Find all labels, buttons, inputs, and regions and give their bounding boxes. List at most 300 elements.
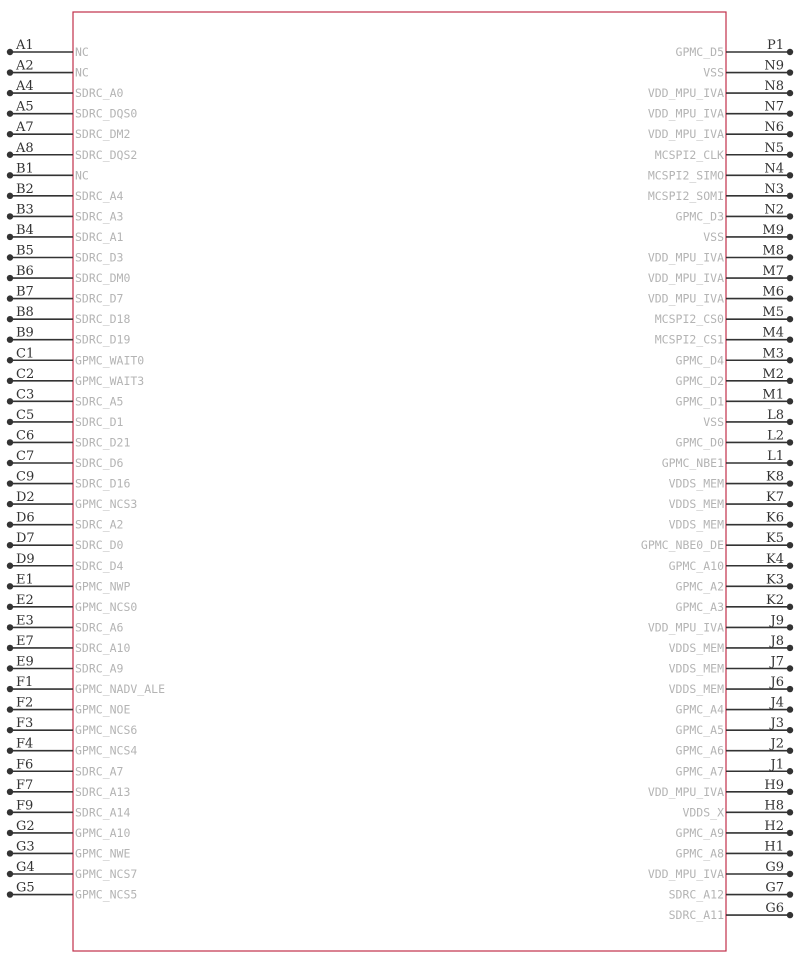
left-pin [7, 59, 89, 80]
pin-name: GPMC_A3 [675, 599, 724, 614]
right-pin [669, 490, 794, 511]
pin-name: VDD_MPU_IVA [647, 106, 724, 121]
left-pin-column [7, 38, 165, 902]
left-pin [7, 202, 124, 223]
pin-terminal-dot [7, 891, 13, 897]
left-pin [7, 470, 131, 491]
pin-terminal-dot [7, 337, 13, 343]
right-pin [669, 634, 794, 655]
pin-number: A1 [16, 38, 34, 53]
pin-name: MCSPI2_CS0 [654, 312, 724, 327]
pin-name: NC [75, 65, 89, 80]
pin-terminal-dot [787, 686, 793, 692]
right-pin [703, 223, 793, 244]
pin-number: J7 [770, 654, 784, 670]
pin-name: VDD_MPU_IVA [647, 250, 724, 265]
pin-name: SDRC_A0 [75, 86, 124, 101]
right-pin [676, 346, 794, 367]
pin-terminal-dot [787, 850, 793, 856]
pin-name: GPMC_A9 [675, 825, 724, 840]
pin-terminal-dot [7, 501, 13, 507]
left-pin [7, 100, 138, 121]
pin-number: B6 [16, 264, 34, 280]
pin-terminal-dot [7, 69, 13, 75]
left-pin [7, 716, 138, 737]
pin-number: C5 [16, 407, 35, 423]
pin-terminal-dot [7, 193, 13, 199]
pin-name: VDDS_X [682, 805, 724, 820]
pin-terminal-dot [7, 110, 13, 116]
pin-name: SDRC_D7 [75, 291, 124, 306]
pin-name: GPMC_D1 [675, 394, 724, 409]
right-pin [676, 572, 794, 593]
pin-number: K3 [766, 572, 784, 588]
left-pin [7, 839, 131, 860]
pin-terminal-dot [7, 90, 13, 96]
right-pin [676, 387, 794, 408]
left-pin [7, 408, 124, 429]
pin-number: M9 [762, 222, 784, 238]
pin-terminal-dot [787, 49, 793, 55]
pin-number: F4 [16, 736, 34, 752]
pin-terminal-dot [787, 480, 793, 486]
pin-number: N6 [764, 120, 784, 136]
pin-terminal-dot [787, 748, 793, 754]
pin-name: GPMC_NCS5 [75, 887, 138, 902]
right-pin [662, 449, 794, 470]
left-pin [7, 305, 131, 326]
pin-name: SDRC_A6 [75, 620, 124, 635]
pin-name: VDDS_MEM [668, 682, 724, 697]
pin-number: K4 [766, 551, 784, 567]
pin-name: GPMC_A10 [668, 558, 724, 573]
left-pin [7, 757, 124, 778]
pin-name: SDRC_D4 [75, 558, 124, 573]
right-pin [682, 798, 793, 819]
left-pin [7, 552, 124, 573]
pin-terminal-dot [787, 521, 793, 527]
pin-number: A4 [16, 79, 34, 95]
pin-number: J1 [770, 757, 784, 773]
left-pin [7, 346, 145, 367]
right-pin [669, 655, 794, 676]
pin-terminal-dot [7, 295, 13, 301]
pin-name: SDRC_A7 [75, 764, 124, 779]
pin-name: VDDS_MEM [668, 640, 724, 655]
right-pin [676, 38, 794, 59]
pin-terminal-dot [787, 727, 793, 733]
right-pin [676, 819, 794, 840]
left-pin [7, 634, 131, 655]
pin-name: VDDS_MEM [668, 497, 724, 512]
pin-number: F2 [16, 695, 34, 711]
pin-name: VDDS_MEM [668, 476, 724, 491]
right-pin [648, 285, 793, 306]
pin-number: E1 [16, 572, 34, 588]
right-pin [641, 531, 793, 552]
pin-number: C1 [16, 346, 35, 362]
pin-name: MCSPI2_CLK [654, 147, 724, 162]
pin-number: G5 [16, 880, 35, 896]
right-pin [669, 552, 794, 573]
pin-name: SDRC_A5 [75, 394, 124, 409]
pin-number: G7 [765, 880, 784, 896]
pin-name: GPMC_D2 [675, 373, 724, 388]
pin-number: J3 [770, 716, 784, 732]
pin-terminal-dot [787, 665, 793, 671]
pin-terminal-dot [787, 398, 793, 404]
pin-number: J4 [770, 695, 784, 711]
pin-terminal-dot [787, 110, 793, 116]
pin-name: GPMC_NWE [75, 846, 131, 861]
pin-name: GPMC_NCS0 [75, 599, 138, 614]
pin-terminal-dot [787, 830, 793, 836]
pin-terminal-dot [7, 706, 13, 712]
pin-number: G2 [16, 818, 35, 834]
pin-name: SDRC_A14 [75, 805, 131, 820]
pin-number: D9 [16, 551, 35, 567]
pin-name: GPMC_A6 [675, 743, 724, 758]
right-pin [676, 757, 794, 778]
right-pin [648, 161, 793, 182]
pin-name: GPMC_D0 [675, 435, 724, 450]
right-pin [676, 202, 794, 223]
pin-name: SDRC_D21 [75, 435, 131, 450]
pin-terminal-dot [787, 439, 793, 445]
pin-terminal-dot [7, 542, 13, 548]
left-pin [7, 572, 131, 593]
pin-number: J8 [770, 633, 784, 649]
pin-number: N7 [764, 99, 784, 115]
pin-terminal-dot [7, 748, 13, 754]
pin-number: H8 [764, 798, 784, 814]
pin-terminal-dot [787, 254, 793, 260]
left-pin [7, 285, 124, 306]
pin-terminal-dot [787, 172, 793, 178]
pin-terminal-dot [787, 460, 793, 466]
right-pin [648, 613, 793, 634]
pin-number: A7 [16, 120, 34, 136]
pin-terminal-dot [787, 624, 793, 630]
pin-terminal-dot [7, 789, 13, 795]
pin-number: C2 [16, 366, 35, 382]
pin-number: E3 [16, 613, 34, 629]
pin-terminal-dot [7, 563, 13, 569]
pin-name: GPMC_D5 [675, 45, 724, 59]
right-pin [648, 264, 793, 285]
pin-number: H1 [764, 839, 784, 855]
pin-name: GPMC_A10 [75, 825, 131, 840]
pin-terminal-dot [7, 419, 13, 425]
pin-number: G6 [765, 901, 784, 917]
pin-terminal-dot [7, 234, 13, 240]
pin-number: M4 [762, 325, 784, 341]
left-pin [7, 737, 138, 758]
pin-number: D7 [16, 531, 35, 547]
right-pin [703, 408, 793, 429]
right-pin [648, 778, 793, 799]
pin-terminal-dot [787, 645, 793, 651]
pin-number: F3 [16, 716, 34, 732]
pin-terminal-dot [7, 871, 13, 877]
pin-name: VDD_MPU_IVA [647, 127, 724, 142]
pin-number: N5 [764, 140, 784, 156]
pin-terminal-dot [7, 275, 13, 281]
left-pin [7, 244, 124, 265]
pin-number: N8 [764, 79, 784, 95]
left-pin [7, 38, 89, 59]
pin-name: SDRC_D3 [75, 250, 124, 265]
pin-terminal-dot [7, 378, 13, 384]
pin-name: VDD_MPU_IVA [647, 620, 724, 635]
pin-name: SDRC_A11 [668, 908, 724, 923]
pin-terminal-dot [787, 152, 793, 158]
pin-name: GPMC_A7 [675, 764, 724, 779]
pin-terminal-dot [787, 706, 793, 712]
pin-number: M5 [762, 305, 784, 321]
right-pin [648, 182, 793, 203]
left-pin [7, 696, 131, 717]
pin-number: N4 [764, 161, 784, 177]
pin-name: GPMC_D4 [675, 353, 724, 368]
left-pin [7, 79, 124, 100]
left-pin [7, 675, 165, 696]
pin-name: VSS [703, 414, 724, 429]
pin-number: M3 [762, 346, 784, 362]
left-pin [7, 778, 131, 799]
pin-name: SDRC_A4 [75, 188, 124, 203]
pin-terminal-dot [7, 316, 13, 322]
pin-number: B9 [16, 325, 34, 341]
pin-number: N2 [764, 202, 784, 218]
pin-name: VDDS_MEM [668, 661, 724, 676]
pin-name: GPMC_NCS6 [75, 723, 138, 738]
pin-number: C3 [16, 387, 35, 403]
left-pin [7, 120, 131, 141]
left-pin [7, 141, 138, 162]
right-pin [648, 860, 793, 881]
pin-name: SDRC_A10 [75, 640, 131, 655]
pin-name: SDRC_A12 [668, 887, 724, 902]
right-pin [669, 470, 794, 491]
pin-terminal-dot [787, 891, 793, 897]
pin-terminal-dot [787, 193, 793, 199]
pin-number: G3 [16, 839, 35, 855]
pin-name: SDRC_D18 [75, 312, 131, 327]
pin-number: L8 [767, 407, 784, 423]
pin-name: SDRC_D1 [75, 414, 124, 429]
pin-number: G9 [765, 860, 784, 875]
right-pin-column [641, 38, 793, 922]
pin-number: E7 [16, 633, 34, 649]
pin-terminal-dot [7, 172, 13, 178]
right-pin [669, 675, 794, 696]
pin-terminal-dot [7, 686, 13, 692]
pin-name: SDRC_A2 [75, 517, 124, 532]
pin-number: J6 [770, 675, 784, 691]
pin-number: F9 [16, 798, 34, 814]
pin-name: GPMC_NADV_ALE [75, 682, 166, 697]
right-pin [648, 100, 793, 121]
pin-terminal-dot [787, 69, 793, 75]
pin-number: P1 [766, 38, 784, 53]
left-pin [7, 511, 124, 532]
left-pin [7, 613, 124, 634]
pin-name: SDRC_D16 [75, 476, 131, 491]
pin-name: GPMC_NCS7 [75, 867, 138, 881]
pin-terminal-dot [787, 768, 793, 774]
right-pin [676, 696, 794, 717]
pin-terminal-dot [7, 398, 13, 404]
pin-number: N3 [764, 181, 784, 197]
pin-name: SDRC_DQS2 [75, 147, 138, 162]
pin-name: SDRC_D6 [75, 456, 124, 470]
pin-terminal-dot [787, 419, 793, 425]
pin-terminal-dot [787, 316, 793, 322]
pin-number: F1 [16, 675, 34, 691]
pin-terminal-dot [787, 604, 793, 610]
pin-terminal-dot [7, 583, 13, 589]
pin-name: SDRC_A13 [75, 784, 131, 799]
pin-number: N9 [764, 58, 784, 74]
pin-terminal-dot [787, 234, 793, 240]
pin-terminal-dot [7, 850, 13, 856]
pin-number: A2 [16, 58, 34, 74]
pin-number: M2 [762, 366, 784, 382]
pin-number: H2 [764, 818, 784, 834]
pin-number: J9 [770, 613, 784, 629]
right-pin [676, 737, 794, 758]
left-pin [7, 881, 138, 902]
pin-terminal-dot [787, 275, 793, 281]
pin-number: M6 [762, 284, 784, 300]
left-pin [7, 264, 131, 285]
pin-number: D6 [16, 510, 35, 526]
pin-name: NC [75, 168, 89, 183]
pin-name: SDRC_D19 [75, 332, 131, 347]
pin-name: SDRC_A1 [75, 229, 124, 244]
pin-terminal-dot [7, 645, 13, 651]
pin-name: MCSPI2_CS1 [654, 332, 724, 347]
pin-name: MCSPI2_SOMI [647, 188, 724, 203]
pin-name: VDD_MPU_IVA [647, 86, 724, 101]
pin-terminal-dot [7, 604, 13, 610]
pin-terminal-dot [787, 583, 793, 589]
right-pin [655, 141, 793, 162]
pin-terminal-dot [7, 809, 13, 815]
pin-name: SDRC_DM2 [75, 127, 131, 142]
pin-number: M8 [762, 243, 784, 259]
pin-number: M7 [762, 264, 784, 280]
pin-number: F7 [16, 777, 34, 793]
pin-number: K5 [766, 531, 784, 547]
pin-name: GPMC_A4 [675, 702, 724, 717]
left-pin [7, 819, 131, 840]
right-pin [703, 59, 793, 80]
left-pin [7, 223, 124, 244]
pin-name: SDRC_D0 [75, 538, 124, 553]
pin-name: NC [75, 45, 89, 59]
pin-terminal-dot [7, 624, 13, 630]
pin-number: B2 [16, 181, 34, 197]
pin-terminal-dot [787, 131, 793, 137]
pin-name: VDD_MPU_IVA [647, 867, 724, 881]
pin-name: GPMC_D3 [675, 209, 724, 224]
pin-terminal-dot [7, 254, 13, 260]
pin-number: D2 [16, 490, 35, 506]
pin-number: L2 [767, 428, 784, 444]
pin-number: C6 [16, 428, 35, 444]
pin-name: GPMC_NCS4 [75, 743, 138, 758]
right-pin [648, 244, 793, 265]
pin-name: GPMC_NWP [75, 579, 131, 594]
pin-terminal-dot [787, 789, 793, 795]
pin-terminal-dot [787, 337, 793, 343]
right-pin [655, 305, 793, 326]
pin-number: B8 [16, 305, 34, 321]
pin-name: SDRC_A3 [75, 209, 124, 224]
pin-name: SDRC_DM0 [75, 271, 131, 286]
pin-terminal-dot [7, 131, 13, 137]
pin-terminal-dot [787, 295, 793, 301]
pin-terminal-dot [787, 563, 793, 569]
pin-terminal-dot [787, 378, 793, 384]
component-body [73, 12, 726, 951]
right-pin [676, 428, 794, 449]
left-pin [7, 531, 124, 552]
pin-name: GPMC_NOE [75, 702, 131, 717]
pin-name: VSS [703, 229, 724, 244]
pin-name: GPMC_WAIT0 [75, 353, 145, 368]
right-pin [655, 326, 793, 347]
pin-terminal-dot [7, 727, 13, 733]
pin-terminal-dot [787, 871, 793, 877]
pin-number: A8 [16, 140, 34, 156]
pin-number: K2 [766, 592, 784, 608]
pin-name: SDRC_A9 [75, 661, 124, 676]
right-pin [669, 881, 794, 902]
left-pin [7, 798, 131, 819]
pin-terminal-dot [787, 90, 793, 96]
pin-name: GPMC_NBE1 [661, 456, 724, 470]
pin-terminal-dot [7, 480, 13, 486]
pin-number: M1 [762, 387, 784, 403]
right-pin [676, 716, 794, 737]
pin-number: K6 [766, 510, 784, 526]
pin-name: VSS [703, 65, 724, 80]
pin-terminal-dot [7, 357, 13, 363]
pin-number: A5 [16, 99, 34, 115]
pin-number: B5 [16, 243, 34, 259]
pin-name: SDRC_DQS0 [75, 106, 138, 121]
left-pin [7, 367, 145, 388]
pin-number: L1 [767, 449, 784, 464]
pin-number: F6 [16, 757, 34, 773]
right-pin [676, 367, 794, 388]
right-pin [648, 79, 793, 100]
pin-terminal-dot [787, 357, 793, 363]
left-pin [7, 490, 138, 511]
pin-name: GPMC_A5 [675, 723, 724, 738]
pin-name: VDD_MPU_IVA [647, 784, 724, 799]
left-pin [7, 593, 138, 614]
pin-terminal-dot [7, 830, 13, 836]
pin-number: B1 [16, 161, 34, 177]
right-pin [648, 120, 793, 141]
pin-number: H9 [764, 777, 784, 793]
pin-number: C9 [16, 469, 35, 485]
pin-name: GPMC_A2 [675, 579, 724, 594]
